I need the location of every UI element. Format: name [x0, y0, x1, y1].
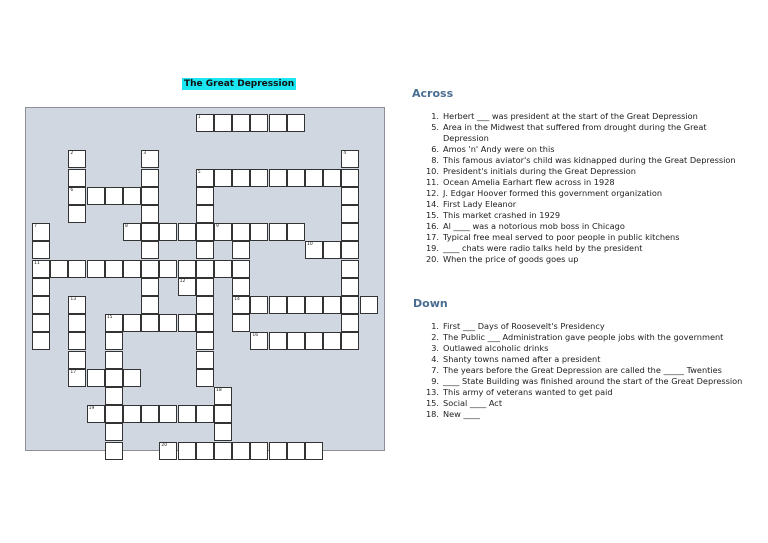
grid-cell[interactable] [269, 442, 287, 460]
grid-cell[interactable] [196, 187, 214, 205]
clue-number: 5 [197, 169, 201, 175]
grid-cell[interactable] [269, 296, 287, 314]
across-clue-list [413, 111, 753, 265]
grid-cell[interactable] [32, 314, 50, 332]
across-clue [413, 243, 753, 254]
clue-number: 16 [252, 333, 259, 339]
down-clue [413, 354, 753, 365]
grid-cell[interactable] [105, 405, 123, 423]
grid-cell[interactable] [250, 296, 268, 314]
clue-number-label: 15. [425, 210, 439, 220]
grid-cell[interactable] [232, 169, 250, 187]
grid-cell[interactable] [269, 223, 287, 241]
grid-cell[interactable] [159, 442, 177, 460]
clue-number-label: 17. [425, 232, 439, 242]
grid-cell[interactable] [105, 314, 123, 332]
down-clue [413, 398, 753, 409]
clue-number: 1 [197, 115, 201, 120]
grid-cell[interactable] [305, 332, 323, 350]
grid-cell[interactable] [159, 223, 177, 241]
grid-cell[interactable] [68, 260, 86, 278]
clue-number-label: 2. [431, 332, 439, 342]
clue-text: This market crashed in 1929 [443, 210, 561, 220]
clue-text: President's initials during the Great Depression [443, 166, 636, 176]
grid-cell[interactable] [105, 332, 123, 350]
clue-number: 19 [88, 406, 95, 412]
clue-number-label: 6. [431, 144, 439, 154]
clue-number: 7 [34, 224, 37, 230]
grid-cell[interactable] [341, 169, 359, 187]
grid-cell[interactable] [323, 241, 341, 259]
grid-cell[interactable] [68, 205, 86, 223]
clue-number-label: 8. [431, 155, 439, 165]
clue-number-label: 19. [425, 243, 439, 253]
grid-cell[interactable] [141, 278, 159, 296]
grid-cell[interactable] [123, 405, 141, 423]
grid-cell[interactable] [214, 114, 232, 132]
grid-cell[interactable] [232, 442, 250, 460]
grid-cell[interactable] [32, 260, 50, 278]
grid-cell[interactable] [360, 296, 378, 314]
grid-cell[interactable] [196, 169, 214, 187]
across-clue [413, 188, 753, 199]
grid-cell[interactable] [87, 187, 105, 205]
grid-cell[interactable] [105, 187, 123, 205]
grid-cell[interactable] [178, 260, 196, 278]
down-clue [413, 387, 753, 398]
clue-text: Amos 'n' Andy were on this [443, 144, 555, 154]
grid-cell[interactable] [141, 205, 159, 223]
clue-text: Social ____ Act [443, 398, 503, 408]
across-clue [413, 177, 753, 188]
grid-cell[interactable] [232, 260, 250, 278]
grid-cell[interactable] [178, 405, 196, 423]
grid-cell[interactable] [214, 387, 232, 405]
clue-text: Area in the Midwest that suffered from drought during the Great Depression [443, 122, 707, 143]
clue-number-label: 15. [425, 398, 439, 408]
clue-text: The years before the Great Depression are called the _____ Twenties [443, 365, 722, 375]
grid-cell[interactable] [105, 260, 123, 278]
clue-text: Shanty towns named after a president [443, 354, 601, 364]
clue-number-label: 1. [431, 321, 439, 331]
across-clue [413, 166, 753, 177]
grid-cell[interactable] [341, 150, 359, 168]
grid-cell[interactable] [214, 223, 232, 241]
grid-cell[interactable] [341, 332, 359, 350]
grid-cell[interactable] [32, 223, 50, 241]
clue-text: Ocean Amelia Earhart flew across in 1928 [443, 177, 615, 187]
grid-cell[interactable] [341, 223, 359, 241]
clue-number: 18 [216, 388, 222, 393]
grid-cell[interactable] [178, 278, 196, 296]
grid-cell[interactable] [196, 405, 214, 423]
grid-cell[interactable] [196, 205, 214, 223]
down-clue [413, 321, 753, 332]
grid-cell[interactable] [178, 223, 196, 241]
across-clue [413, 111, 753, 122]
clue-text: First Lady Eleanor [443, 199, 517, 209]
grid-cell[interactable] [214, 260, 232, 278]
grid-cell[interactable] [341, 278, 359, 296]
clue-number: 9 [216, 224, 219, 230]
grid-cell[interactable] [87, 260, 105, 278]
grid-cell[interactable] [68, 187, 86, 205]
grid-cell[interactable] [323, 296, 341, 314]
grid-cell[interactable] [68, 332, 86, 350]
clue-number: 15 [106, 315, 113, 321]
grid-cell[interactable] [305, 442, 323, 460]
grid-cell[interactable] [287, 114, 305, 132]
grid-cell[interactable] [287, 442, 305, 460]
grid-cell[interactable] [123, 187, 141, 205]
crossword-grid [25, 107, 385, 451]
grid-cell[interactable] [196, 114, 214, 132]
grid-cell[interactable] [232, 114, 250, 132]
grid-cell[interactable] [141, 296, 159, 314]
clue-number-label: 1. [431, 111, 439, 121]
grid-cell[interactable] [287, 332, 305, 350]
clue-number-label: 3. [431, 343, 439, 353]
grid-cell[interactable] [305, 296, 323, 314]
clue-text: Outlawed alcoholic drinks [443, 343, 549, 353]
across-clue [413, 210, 753, 221]
grid-cell[interactable] [323, 332, 341, 350]
grid-cell[interactable] [68, 369, 86, 387]
grid-cell[interactable] [32, 296, 50, 314]
grid-cell[interactable] [123, 223, 141, 241]
clue-number: 17 [70, 369, 77, 375]
grid-cell[interactable] [250, 332, 268, 350]
grid-cell[interactable] [178, 314, 196, 332]
grid-cell[interactable] [232, 223, 250, 241]
clue-text: Al ____ was a notorious mob boss in Chicago [443, 221, 625, 231]
clue-number: 12 [179, 278, 186, 284]
across-clue [413, 122, 753, 144]
grid-cell[interactable] [141, 150, 159, 168]
grid-cell[interactable] [250, 442, 268, 460]
grid-cell[interactable] [68, 169, 86, 187]
clue-text: First ___ Days of Roosevelt's Presidency [443, 321, 605, 331]
grid-cell[interactable] [269, 114, 287, 132]
down-clue [413, 343, 753, 354]
grid-cell[interactable] [105, 351, 123, 369]
grid-cell[interactable] [232, 296, 250, 314]
down-clue [413, 332, 753, 343]
clue-text: Herbert ___ was president at the start of the Great Depression [443, 111, 698, 121]
grid-cell[interactable] [87, 369, 105, 387]
clue-text: J. Edgar Hoover formed this government organization [443, 188, 663, 198]
grid-cell[interactable] [141, 405, 159, 423]
grid-cell[interactable] [68, 150, 86, 168]
grid-cell[interactable] [87, 405, 105, 423]
grid-cell[interactable] [159, 260, 177, 278]
down-heading: Down [413, 297, 448, 310]
clue-number-label: 5. [431, 122, 439, 132]
grid-cell[interactable] [305, 169, 323, 187]
clue-number-label: 18. [425, 409, 439, 419]
across-clue [413, 221, 753, 232]
grid-cell[interactable] [159, 314, 177, 332]
grid-cell[interactable] [214, 405, 232, 423]
grid-cell[interactable] [196, 278, 214, 296]
grid-cell[interactable] [250, 169, 268, 187]
clue-text: New ____ [443, 409, 480, 419]
across-clue [413, 144, 753, 155]
grid-cell[interactable] [196, 296, 214, 314]
puzzle-title: The Great Depression [184, 79, 295, 89]
clue-number-label: 7. [431, 365, 439, 375]
clue-number: 14 [234, 297, 240, 302]
clue-number-label: 4. [431, 354, 439, 364]
grid-cell[interactable] [232, 241, 250, 259]
grid-cell[interactable] [123, 260, 141, 278]
clue-text: The Public ___ Administration gave people jobs with the government [443, 332, 724, 342]
grid-cell[interactable] [196, 241, 214, 259]
grid-cell[interactable] [105, 369, 123, 387]
grid-cell[interactable] [214, 169, 232, 187]
down-clue [413, 376, 753, 387]
grid-cell[interactable] [214, 423, 232, 441]
clue-number: 13 [70, 297, 77, 302]
clue-text: This famous aviator's child was kidnapped during the Great Depression [443, 155, 736, 165]
grid-cell[interactable] [68, 351, 86, 369]
grid-cell[interactable] [341, 296, 359, 314]
across-heading: Across [412, 87, 454, 100]
grid-cell[interactable] [341, 241, 359, 259]
clue-number: 3 [143, 151, 147, 157]
clue-text: This army of veterans wanted to get paid [443, 387, 613, 397]
grid-cell[interactable] [68, 314, 86, 332]
clue-text: Typical free meal served to poor people in public kitchens [443, 232, 680, 242]
grid-cell[interactable] [123, 369, 141, 387]
grid-cell[interactable] [341, 205, 359, 223]
grid-cell[interactable] [287, 223, 305, 241]
grid-cell[interactable] [196, 223, 214, 241]
grid-cell[interactable] [269, 332, 287, 350]
grid-cell[interactable] [196, 442, 214, 460]
grid-cell[interactable] [141, 260, 159, 278]
clue-number-label: 9. [431, 376, 439, 386]
grid-cell[interactable] [196, 332, 214, 350]
clue-number-label: 12. [425, 188, 439, 198]
across-clue [413, 232, 753, 243]
grid-cell[interactable] [50, 260, 68, 278]
grid-cell[interactable] [105, 442, 123, 460]
grid-cell[interactable] [196, 351, 214, 369]
grid-cell[interactable] [178, 442, 196, 460]
grid-cell[interactable] [305, 241, 323, 259]
grid-cell[interactable] [32, 241, 50, 259]
grid-cell[interactable] [341, 260, 359, 278]
across-clue [413, 155, 753, 166]
grid-cell[interactable] [232, 278, 250, 296]
grid-cell[interactable] [32, 332, 50, 350]
grid-cell[interactable] [141, 223, 159, 241]
clue-number-label: 20. [425, 254, 439, 264]
clue-text: ____ chats were radio talks held by the president [443, 243, 643, 253]
clue-number: 6 [70, 187, 74, 193]
grid-cell[interactable] [196, 369, 214, 387]
grid-cell[interactable] [214, 442, 232, 460]
clue-number-label: 14. [425, 199, 439, 209]
clue-number-label: 16. [425, 221, 439, 231]
grid-cell[interactable] [287, 296, 305, 314]
grid-cell[interactable] [341, 187, 359, 205]
clue-number: 20 [161, 442, 168, 448]
clue-number-label: 13. [425, 387, 439, 397]
across-clue [413, 254, 753, 265]
clue-number: 8 [125, 224, 128, 230]
clue-number: 11 [34, 260, 40, 266]
grid-cell[interactable] [196, 314, 214, 332]
grid-cell[interactable] [68, 296, 86, 314]
grid-cell[interactable] [250, 223, 268, 241]
clue-number-label: 11. [425, 177, 439, 187]
down-clue-list [413, 321, 753, 420]
down-clue [413, 365, 753, 376]
clue-number: 4 [343, 151, 347, 157]
down-clue [413, 409, 753, 420]
grid-cell[interactable] [250, 114, 268, 132]
grid-cell[interactable] [141, 314, 159, 332]
grid-cell[interactable] [141, 187, 159, 205]
across-clue [413, 199, 753, 210]
clue-number-label: 10. [425, 166, 439, 176]
clue-number: 2 [70, 151, 74, 157]
grid-cell[interactable] [32, 278, 50, 296]
clue-number: 10 [307, 242, 313, 248]
grid-cell[interactable] [287, 169, 305, 187]
grid-cell[interactable] [105, 423, 123, 441]
grid-cell[interactable] [141, 241, 159, 259]
clue-text: When the price of goods goes up [443, 254, 579, 264]
grid-cell[interactable] [341, 314, 359, 332]
grid-cell[interactable] [159, 405, 177, 423]
grid-cell[interactable] [123, 314, 141, 332]
grid-cell[interactable] [323, 169, 341, 187]
grid-cell[interactable] [269, 169, 287, 187]
grid-cell[interactable] [141, 169, 159, 187]
grid-cell[interactable] [105, 387, 123, 405]
grid-cell[interactable] [196, 260, 214, 278]
grid-cell[interactable] [232, 314, 250, 332]
clue-text: ____ State Building was finished around the start of the Great Depression [443, 376, 743, 386]
